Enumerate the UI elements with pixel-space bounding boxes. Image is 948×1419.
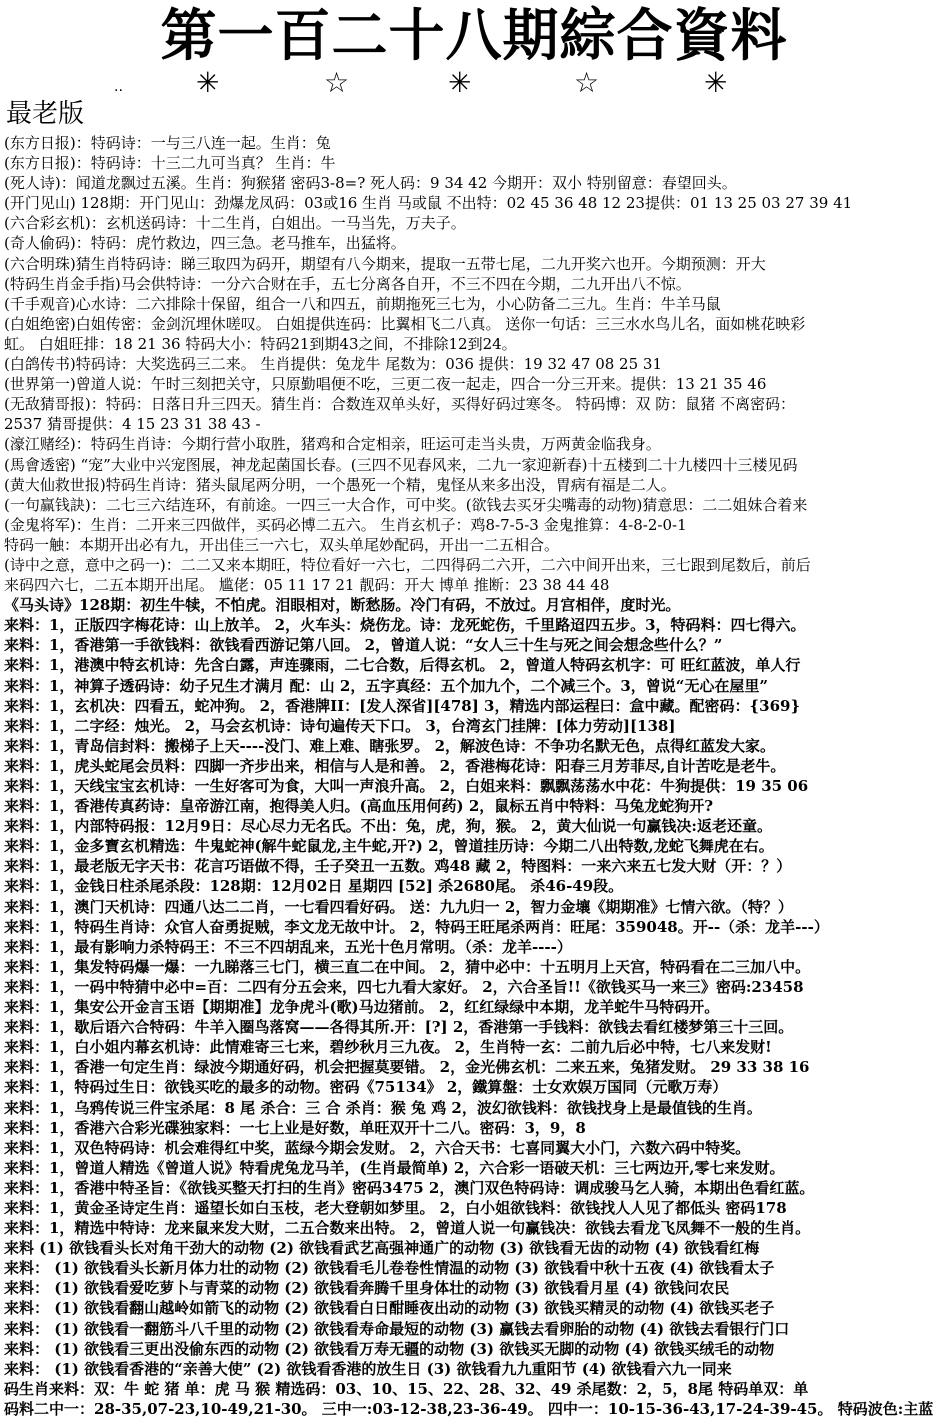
text-line: (死人诗)：闻道龙飘过五溪。生肖：狗猴猪 密码3-8=? 死人码：9 34 42 今期开：双小 特别留意：春望回头。: [4, 174, 737, 193]
text-line: (东方日报)：特码诗：一与三八连一起。生肖：兔: [4, 134, 331, 152]
text-line: 来料：1，曾道人精选《曾道人说》特看虎兔龙马羊，(生肖最简单) 2，六合彩一语破天机：三七两边开,零七来发财。: [4, 1158, 785, 1177]
text-line: 来料：1，特码生肖诗：众官人奋勇捉贼，李文龙无故中计。 2，特码王旺尾杀两肖：旺尾：359048。开--（杀：龙羊---）: [4, 917, 829, 936]
text-line: 来料：1，集安公开金言玉语【期期准】龙争虎斗(歌)马边猪前。 2，红红绿绿中本期，龙羊蛇牛马特码开。: [4, 998, 720, 1017]
text-line: 来码四六七，二五本期开出尾。 尴佬：05 11 17 21 靓码：开大 博单 推断：23 38 44 48: [4, 576, 610, 595]
text-line: 来料：1，双色特码诗：机会难得红中奖，蓝绿今期会发财。 2，六合天书：七喜同翼大小门，六数六码中特奖。: [4, 1138, 751, 1157]
text-line: 来料：1，香港六合彩光碟独家料：一七上业是好数，单旺双开十二八。密码：3，9，8: [4, 1118, 586, 1137]
text-line: 来料：1，青岛信封料：搬梯子上天----没门、难上难、瞎张罗。 2，解波色诗：不争功名默无色，点得红蓝发大家。: [4, 736, 776, 755]
text-line: (六合明珠)猜生肖特码诗：睇三取四为码开，期望有八今期来，提取一五带七尾，二九开奖六也开。今期预测：开大: [4, 254, 766, 273]
text-line: 特码一触：本期开出必有九，开出佳三一六七，双头单尾妙配码，开出一二五相合。: [4, 535, 560, 554]
page-title: 第一百二十八期綜合資料: [160, 4, 788, 69]
text-line: (世界第一)曾道人说：午时三刻把关守，只原勤唱便不吃，三更二夜一起走，四合一分三开来。提供：13 21 35 46: [4, 375, 767, 394]
text-line: 来料： (1) 欲钱看一翻筋斗八千里的动物 (2) 欲钱看寿命最短的动物 (3) 赢钱去看卵胎的动物 (4) 欲钱去看银行门口: [4, 1319, 790, 1338]
text-line: (千手观音)心水诗：二六排除十保留，组合一八和四五，前期拖死三七为，小心防备二三九。生肖：牛羊马鼠: [4, 294, 721, 313]
asterisk-icon: ✳: [704, 66, 728, 99]
text-line: 来料：1，歇后语六合特码：牛羊入圈鸟落窝——各得其所.开：[?] 2，香港第一手钱料：欲钱去看红楼梦第三十三回。: [4, 1018, 794, 1037]
text-line: (特码生肖金手指)马会供特诗：一分六合财在手，五七分离各自开，不三不四在今期，二九开出八不惊。: [4, 274, 691, 293]
text-line: 2537 猜哥提供：4 15 23 31 38 43 -: [4, 415, 261, 434]
star-icon: ☆: [324, 66, 350, 99]
text-line: 来料：1，澳门天机诗：四通八达二二肖，一七看四看好码。 送：九九归一 2，智力金壤《期期准》七情六欲。（特？）: [4, 897, 793, 916]
text-line: (馬會透密) “宠”大业中兴宠图展，神龙起菌国长春。(三四不见春风来，二九一家迎新春)十五楼到二十九楼四十三楼见码: [4, 455, 798, 474]
text-line: 来料 (1) 欲钱看头长对角干劲大的动物 (2) 欲钱看武艺高强神通广的动物 (3) 欲钱看无齿的动物 (4) 欲钱看红梅: [4, 1239, 760, 1258]
text-line: 来料：1，内部特码报：12月9日：尽心尽力无名氏。不出：兔，虎，狗，猴。 2，黄大仙说一句赢钱决:返老还童。: [4, 817, 772, 836]
text-line: 来料：1，最老版无字天书：花言巧语做不得，壬子癸丑一五数。鸡48 藏 2，特图料：一来六来五七发大财（开：？）: [4, 857, 792, 876]
text-line: (奇人偷码)：特码：虎竹救边，四三急。老马推车，出猛将。: [4, 234, 406, 253]
text-line: 来料：1，金钱日柱杀尾杀段：128期：12月02日 星期四 [52] 杀2680尾。 杀46-49段。: [4, 877, 624, 896]
text-line: 来料：1，白小姐内幕玄机诗：此情难寄三七来，碧纱秋月三九夜。 2，生肖特一玄：二前九后必中特，七八来发财!: [4, 1038, 772, 1057]
title-ornaments: [0, 68, 948, 98]
text-line: 来料：1，乌鸦传说三件宝杀尾：8 尾 杀合：三 合 杀肖：猴 兔 鸡 2，波幻欲钱料：欲钱找身上是最值钱的生肖。: [4, 1098, 762, 1117]
text-line: 来料：1，港澳中特玄机诗：先含白露，声连骤雨，二七合数，后得玄机。 2，曾道人特码玄机字：可 旺红蓝波，单人行: [4, 656, 801, 675]
asterisk-icon: ✳: [196, 66, 220, 99]
text-line: (六合彩玄机)：玄机送码诗：十二生肖，白姐出。一马当先，万夫子。: [4, 214, 466, 233]
text-line: 来料： (1) 欲钱看三更出没偷东西的动物 (2) 欲钱看万寿无疆的动物 (3) 欲钱买无脚的动物 (4) 欲钱买绒毛的动物: [4, 1339, 775, 1358]
text-line: 来料：1，天线宝宝玄机诗：一生好客可为食，大叫一声浪升高。 2，白姐来料：飘飘荡荡水中花：牛狗提供：19 35 06: [4, 777, 809, 795]
text-line: (黄大仙救世报)特码生肖诗：猪头鼠尾两分明，一个愚死一个精，鬼怪从来多出没，胃病有福是二人。: [4, 475, 676, 494]
text-line: 来料：1，一码中特猜中必中=百：二四有分五会来，四七九看大家好。 2，六合圣旨!!《欲钱买马一来三》密码:23458: [4, 977, 804, 996]
content-body: [4, 133, 944, 1419]
text-line: (金鬼将军)：生肖：二开来三四做伴，买码必博二五六。 生肖玄机子：鸡8-7-5-3 金鬼推算：4-8-2-0-1: [4, 515, 687, 534]
text-line: 来料：1，金多寶玄机精选：牛鬼蛇神(解牛蛇鼠龙,主牛蛇,开?) 2，曾道挂历诗：今期二八出特数,龙蛇飞舞虎在右。: [4, 837, 774, 856]
text-line: (开门见山) 128期：开门见山：劲爆龙凤码：03或16 生肖 马或鼠 不出特：02 45 36 48 12 23提供：01 13 25 03 27 39 41: [4, 194, 853, 213]
text-line: 来料：1，黄金圣诗定生肖：遥望长如白玉枝，老大登朝如梦里。 2，白小姐欲钱料：欲钱找人人见了都低头 密码178: [4, 1198, 787, 1217]
text-line: 来料： (1) 欲钱看爱吃萝卜与青菜的动物 (2) 欲钱看奔腾千里身体壮的动物 (3) 欲钱看月星 (4) 欲钱问农民: [4, 1279, 730, 1298]
text-line: 来料：1，集发特码爆一爆：一九睇落三七门，横三直二在中间。 2，猜中必中：十五明月上天宫，特码看在二三加八中。: [4, 957, 811, 976]
text-line: 来料：1，精选中特诗：龙来鼠来发大财，二五合数来出特。 2，曾道人说一句赢钱决：欲钱去看龙飞凤舞不一般的生肖。: [4, 1219, 811, 1238]
star-icon: ☆: [574, 66, 600, 99]
text-line: 来料： (1) 欲钱看翻山越岭如箭飞的动物 (2) 欲钱看白日酣睡夜出动的动物 (3) 欲钱买精灵的动物 (4) 欲钱买老子: [4, 1299, 775, 1318]
text-line: 来料： (1) 欲钱看头长新月体力壮的动物 (2) 欲钱看毛儿卷卷性情温的动物 (3) 欲钱看中秋十五夜 (4) 欲钱看太子: [4, 1259, 775, 1278]
text-line: 《马头诗》128期：初生牛犊，不怕虎。泪眼相对，断愁肠。冷门有码，不放过。月宫相伴，度时光。: [4, 596, 681, 615]
text-line: (诗中之意，意中之码一)：二二又来本期旺，特位看好一六七，二四得码二六开，二六中间开出来，三七跟到尾数后，前后: [4, 555, 811, 574]
text-line: 来料： (1) 欲钱看香港的“亲善大使” (2) 欲钱看香港的放生日 (3) 欲钱看九九重阳节 (4) 欲钱看六九一同来: [4, 1359, 732, 1378]
text-line: 来料：1，最有影响力杀特码王：不三不四胡乱来，五光十色月常明。（杀：龙羊----）: [4, 937, 572, 956]
text-line: 码料二中一：28-35,07-23,10-49,21-30。 三中一:03-12-38,23-36-49。 四中一：10-15-36-43,17-24-39-45。 特码波色:主蓝: [4, 1399, 934, 1418]
dots-ornament: ..: [114, 79, 123, 95]
text-line: 来料：1，香港中特圣旨：《欲钱买整天打扫的生肖》密码3475 2，澳门双色特码诗：调成骏马乞人骑，本期出色看红蓝。: [4, 1178, 815, 1197]
text-line: 来料：1，虎头蛇尾会员料：四脚一齐步出来，相信与人是和善。 2，香港梅花诗：阳春三月芳菲尽,自计苦吃是老牛。: [4, 756, 786, 775]
text-line: (一句赢钱訣)：二七三六结连环，有前途。一四三一大合作，可中奖。(欲钱去买牙尖嘴毒的动物)猜意思：二二姐妹合着来: [4, 495, 808, 514]
text-line: 来料：1，二字经：烛光。 2，马会玄机诗：诗句遍传天下口。 3，台湾玄门挂牌：[体力劳动][138]: [4, 716, 676, 735]
text-line: (白姐绝密)白姐传密：金剑沉埋休嗟叹。 白姐提供连码：比翼相飞二八真。 送你一句话：三三水水鸟儿名，面如桃花映彩: [4, 314, 806, 333]
text-line: (无敌猜哥报)：特码：日落日升三四天。猜生肖：合数连双单头好，买得好码过寒冬。 特码博：双 防：鼠猪 不离密码：: [4, 395, 796, 414]
text-line: (东方日报)：特码诗：十三二九可当真？ 生肖：牛: [4, 154, 336, 173]
text-line: 码生肖来料：双：牛 蛇 猪 单：虎 马 猴 精选码：03、10、15、22、28、32、49 杀尾数：2，5，8尾 特码单双：单: [4, 1379, 809, 1398]
text-line: 来料：1，特码过生日：欲钱买吃的最多的动物。密码《75134》 2，鐵算盤：士女欢娱万国同（元歌万寿）: [4, 1078, 728, 1097]
edition-label: 最老版: [6, 99, 85, 129]
text-line: 来料：1，香港传真药诗：皇帝游江南，抱得美人归。(高血压用何药) 2，鼠标五肖中特料：马兔龙蛇狗开?: [4, 797, 714, 816]
text-line: (白鸽传书)特码诗：大奖选码三二来。 生肖提供：兔龙牛 尾数为：036 提供：19 32 47 08 25 31: [4, 355, 663, 374]
text-line: 虹。 白姐旺排：18 21 36 特码大小：特码21到期43之间，不排除12到24。: [4, 334, 517, 353]
text-line: 来料：1，正版四字梅花诗：山上放羊。 2，火车头：烧伤龙。诗：龙死蛇伤，千里路迢四五步。3，特码料：四七得六。: [4, 616, 806, 635]
text-line: 来料：1，香港第一手欲钱料：欲钱看西游记第八回。 2，曾道人说：“女人三十生与死之间会想念些什么？”: [4, 636, 723, 655]
asterisk-icon: ✳: [448, 66, 472, 99]
text-line: 来料：1，玄机决：四看五，蛇冲狗。 2，香港牌II：[发人深省][478] 3，精选内部运程曰：盒中藏。配密码：{369}: [4, 696, 801, 715]
text-line: 来料：1，神算子透码诗：幼子兄生才满月 配：山 2，五字真经：五个加九个，二个减三个。3，曾说“无心在屋里”: [4, 676, 769, 695]
text-line: (濠江赌经)：特码生肖诗：今期行营小取胜，猪鸡和合定相亲，旺运可走当头贵，万两黄金临我身。: [4, 435, 661, 454]
text-line: 来料：1，香港一句定生肖：绿波今期通好码，机会把握莫要错。 2，金光佛玄机：二来五来，兔猪发财。 29 33 38 16: [4, 1058, 810, 1077]
